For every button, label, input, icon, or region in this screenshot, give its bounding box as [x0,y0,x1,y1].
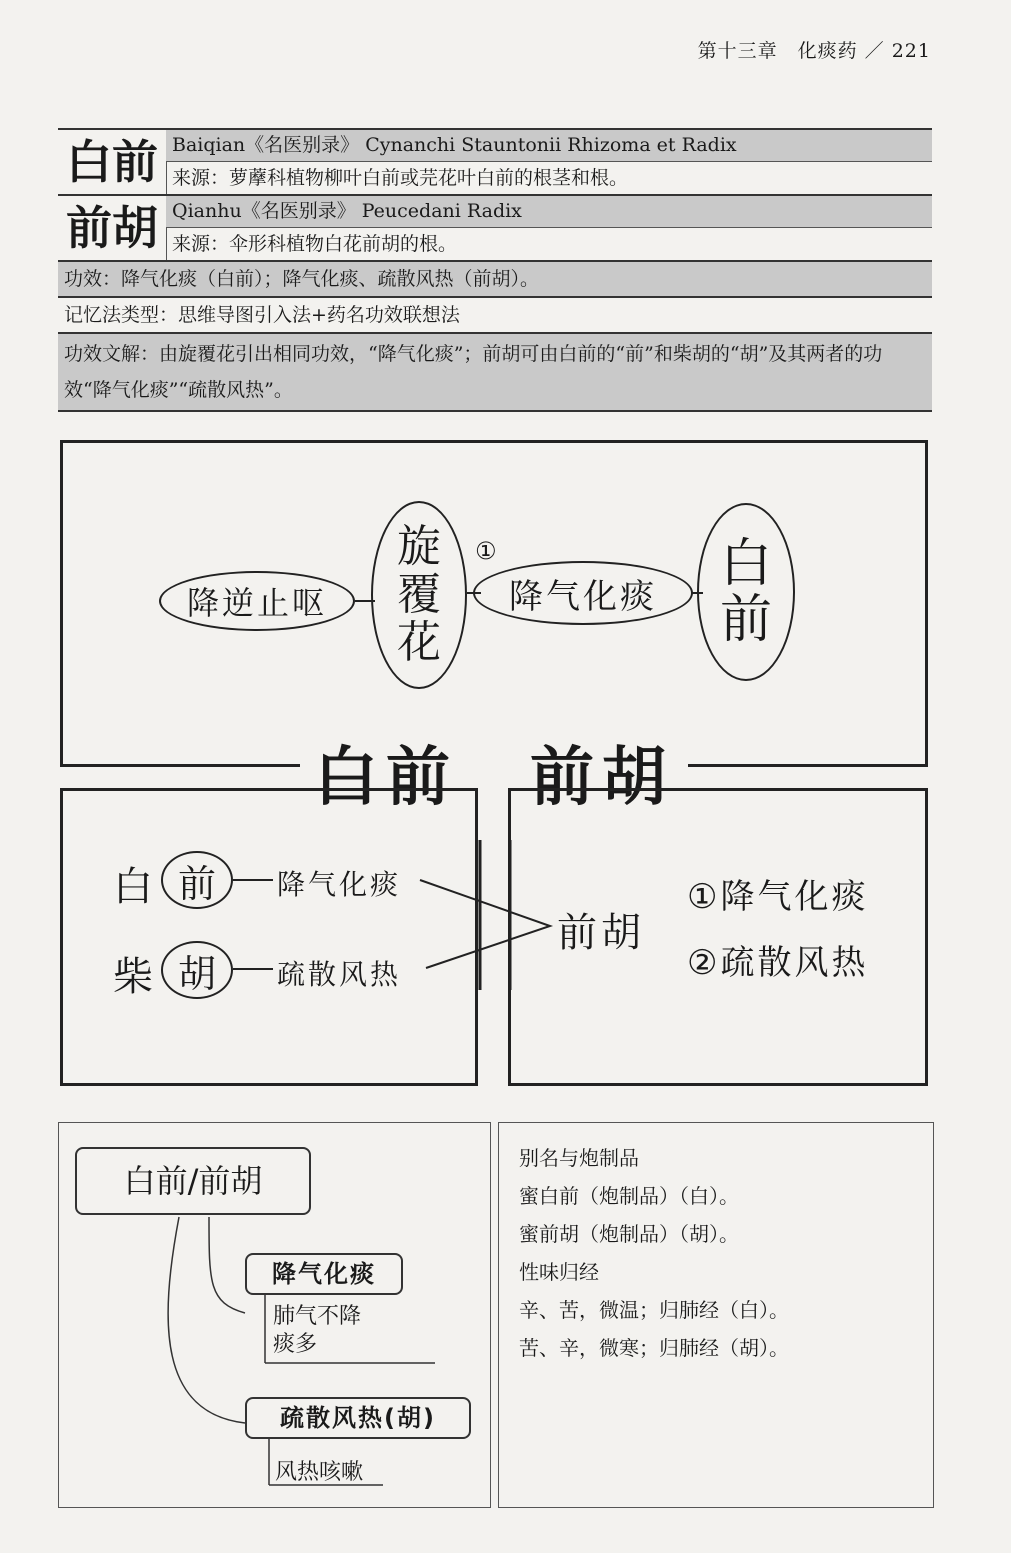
herb-source: 来源：萝藦科植物柳叶白前或芫花叶白前的根茎和根。 [172,167,629,189]
note-tanduo: 痰多 [273,1332,318,1357]
herb-name-big: 白前 [58,130,167,194]
tree-root: 白前/前胡 [75,1147,311,1215]
effect-one: ①降气化痰 [687,877,869,917]
oval-jiangqi-huatan: 降气化痰 [473,561,693,625]
char-bai: 白 [113,864,153,910]
alias-mi-baiqian: 蜜白前（炮制品）（白）。 [519,1184,739,1208]
explanation-paragraph: 功效文解：由旋覆花引出相同功效，“降气化痰”；前胡可由白前的“前”和柴胡的“胡”及其两者的功效“降气化痰”“疏散风热”。 [58,332,932,412]
memory-method-line: 记忆法类型：思维导图引入法+药名功效联想法 [58,296,932,332]
mindmap-bottom-right-frame [508,788,928,1086]
circled-char-qian: 前 [161,851,233,909]
aliases-box [498,1122,934,1508]
herb-row-qianhu [58,194,932,260]
herb-name-big: 前胡 [58,196,167,260]
running-head: 第十三章 化痰药 ／ 221 [697,40,931,62]
herb-qianhu: 前胡 [557,910,645,956]
property-qianhu: 苦、辛，微寒；归肺经（胡）。 [519,1336,789,1360]
efficacy-line: 功效：降气化痰（白前）；降气化痰、疏散风热（前胡）。 [58,260,932,296]
branch-shusan-fengre: 疏散风热(胡) [245,1397,471,1439]
tree-diagram-box [58,1122,491,1508]
property-baiqian: 辛、苦，微温；归肺经（白）。 [519,1298,789,1322]
alias-mi-qianhu: 蜜前胡（炮制品）（胡）。 [519,1222,739,1246]
herb-latin-name: Baiqian《名医别录》 Cynanchi Stauntonii Rhizoma et Radix [166,130,932,162]
effect-shusan-fengre: 疏散风热 [277,958,402,991]
note-fengre-kesou: 风热咳嗽 [275,1460,364,1485]
oval-jiangni-zhiou: 降逆止呕 [159,571,355,631]
mindmap-top-frame [60,440,928,767]
circled-char-hu: 胡 [161,941,233,999]
herb-source: 来源：伞形科植物白花前胡的根。 [172,233,458,255]
oval-baiqian: 白前 [697,503,795,681]
herb-latin-name: Qianhu《名医别录》 Peucedani Radix [166,196,932,228]
char-chai: 柴 [113,954,153,1000]
herb-row-baiqian [58,128,932,194]
effect-jiangqi-huatan: 降气化痰 [277,868,402,901]
effect-two: ②疏散风热 [687,943,869,983]
note-feiqi-bujiang: 肺气不降 [273,1304,362,1329]
marker-one: ① [475,537,497,565]
properties-heading: 性味归经 [519,1260,599,1284]
aliases-heading: 别名与炮制品 [519,1146,639,1170]
center-title-text: 白前 前胡 [300,741,688,815]
oval-xuanfuhua: 旋覆花 [371,501,467,689]
herb-info-table [58,128,932,412]
branch-jiangqi-huatan: 降气化痰 [245,1253,403,1295]
